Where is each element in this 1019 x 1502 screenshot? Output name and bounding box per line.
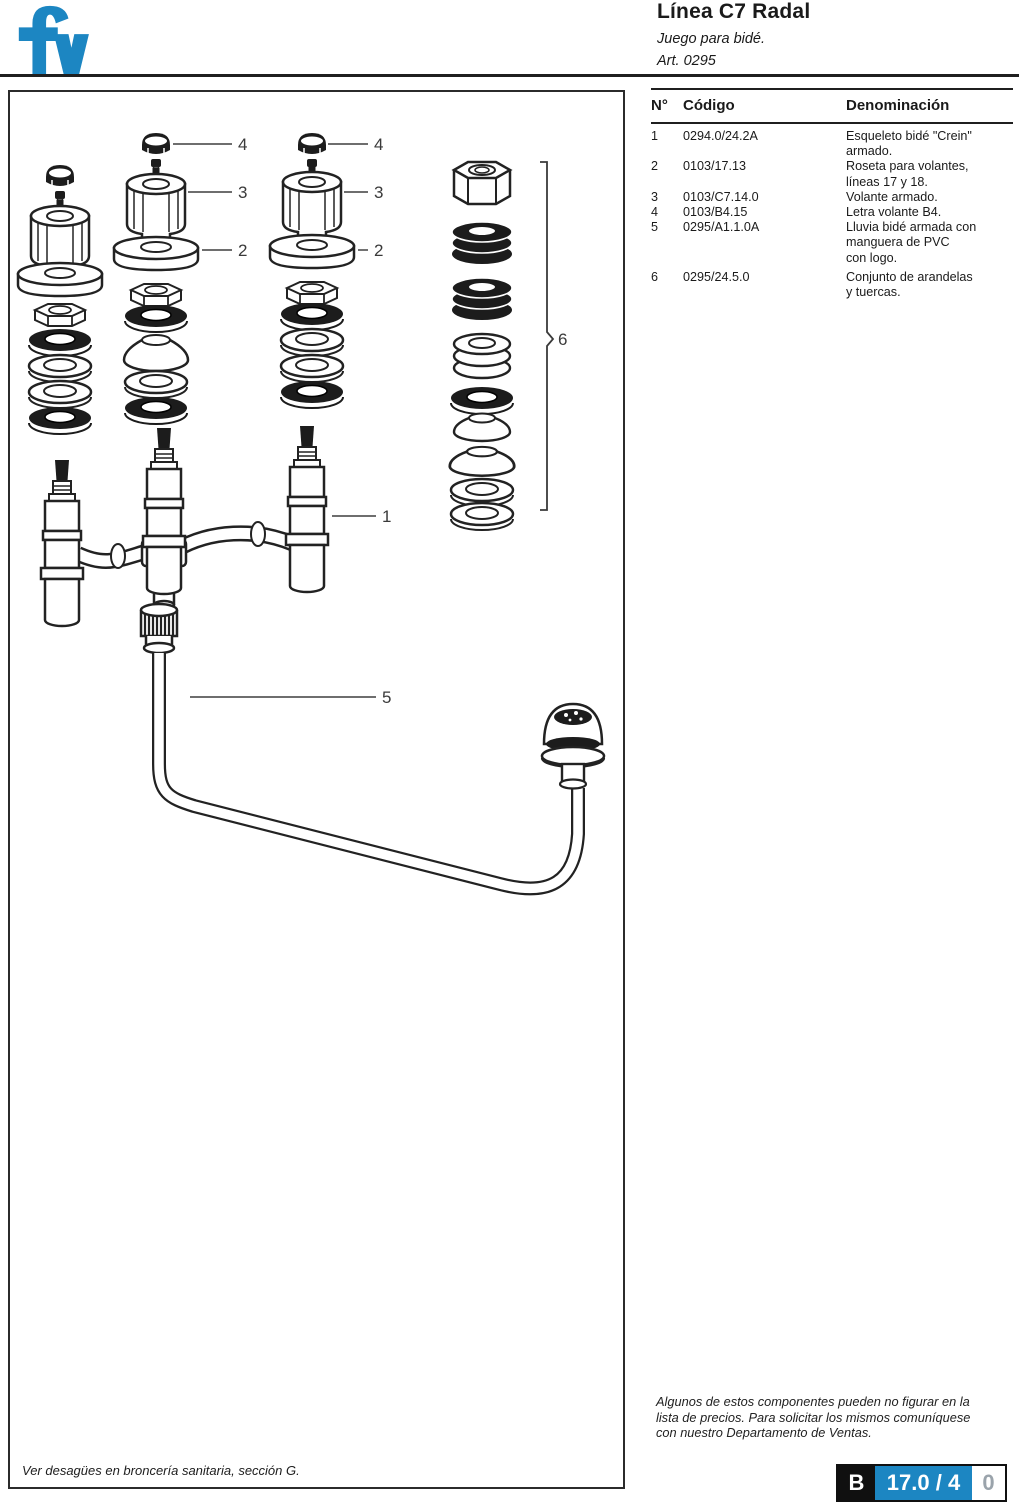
badge-page-number: 17.0 / 4 <box>875 1466 972 1500</box>
diagram-footnote: Ver desagües en broncería sanitaria, sección G. <box>22 1463 300 1478</box>
table-row: 1 0294.0/24.2A Esqueleto bidé "Crein" armado. <box>651 129 972 159</box>
table-row: 3 0103/C7.14.0 Volante armado. <box>651 189 938 204</box>
col-code: Código <box>683 97 735 114</box>
col-num: N° <box>651 97 668 114</box>
disclaimer-note: Algunos de estos componentes pueden no figurar en la lista de precios. Para solicitar los mismos comuníquese con nuestro Departamento de Ventas. <box>656 1394 971 1441</box>
washers-nuts-group-6 <box>450 162 514 530</box>
parts-table-header <box>651 88 1013 124</box>
table-row: 5 0295/A1.1.0A Lluvia bidé armada con manguera de PVC con logo. <box>651 220 977 265</box>
callout-3: 3 <box>238 183 248 202</box>
callout-2: 2 <box>238 241 248 260</box>
article-number: Art. 0295 <box>657 53 716 69</box>
spray-head <box>542 704 604 789</box>
page-header <box>657 0 810 69</box>
callout-1: 1 <box>382 507 392 526</box>
page-title: Línea C7 Radal <box>657 0 811 23</box>
callout-5: 5 <box>382 688 392 707</box>
table-row: 4 0103/B4.15 Letra volante B4. <box>651 205 942 220</box>
callout-4b: 4 <box>374 135 384 154</box>
callouts <box>173 135 567 707</box>
exploded-diagram <box>10 92 623 922</box>
exploded-diagram-panel <box>8 90 625 1489</box>
callout-3b: 3 <box>374 183 384 202</box>
callout-4: 4 <box>238 135 248 154</box>
col-name: Denominación <box>846 97 950 114</box>
valve-stack-right <box>270 133 354 408</box>
bracket-6 <box>540 162 553 510</box>
callout-2b: 2 <box>374 241 384 260</box>
hose-assembly-5 <box>141 604 604 888</box>
faucet-body-1 <box>41 426 328 626</box>
valve-stack-left <box>18 165 102 434</box>
badge-section: B <box>838 1466 875 1500</box>
valve-stack-center <box>114 133 198 424</box>
header-divider <box>0 74 1019 77</box>
section-page-badge <box>836 1464 1007 1502</box>
page-subtitle: Juego para bidé. <box>657 31 766 47</box>
table-row: 6 0295/24.5.0 Conjunto de arandelas y tuercas. <box>651 269 973 300</box>
table-row: 2 0103/17.13 Roseta para volantes, líneas 17 y 18. <box>651 159 969 189</box>
parts-table <box>651 88 1013 300</box>
fv-logo <box>8 2 90 76</box>
callout-6: 6 <box>558 330 568 349</box>
badge-suffix: 0 <box>972 1466 1005 1500</box>
